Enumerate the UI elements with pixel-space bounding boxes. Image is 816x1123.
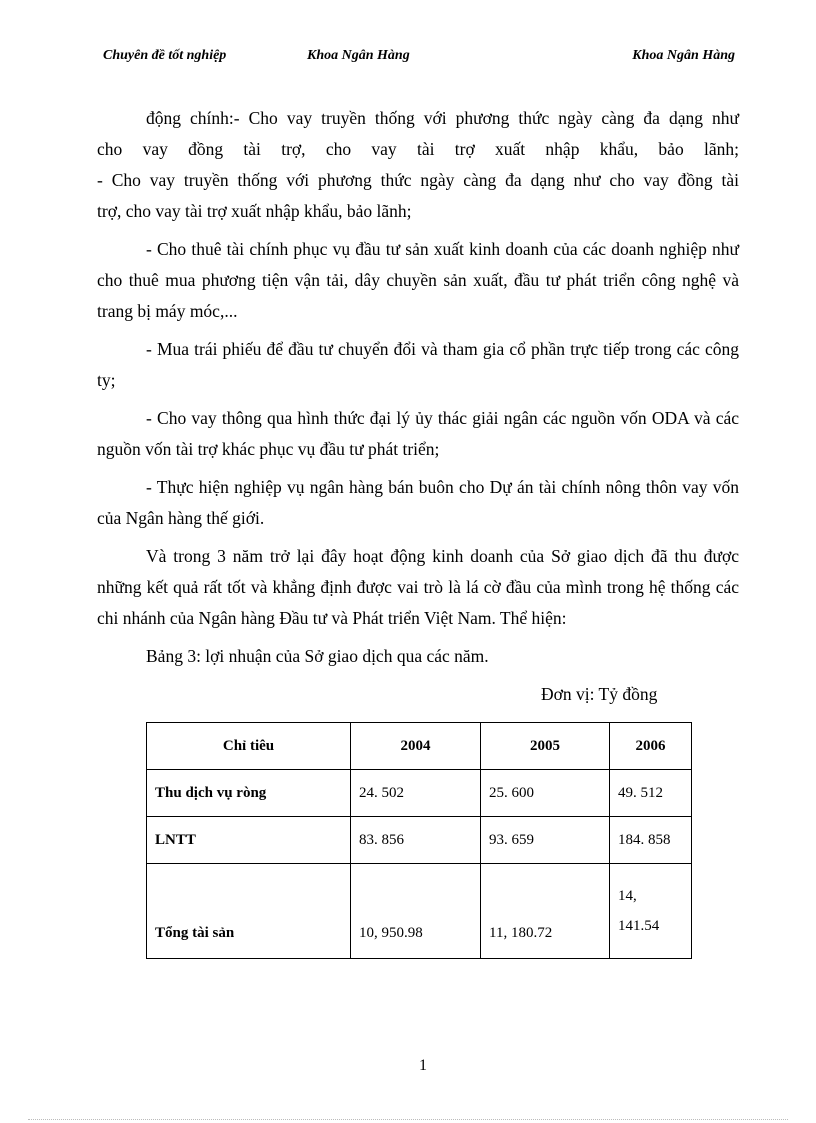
cell-2004: 10, 950.98 — [351, 864, 481, 959]
paragraph-5: - Thực hiện nghiệp vụ ngân hàng bán buôn cho Dự án tài chính nông thôn vay vốn của Ngân hàng thế giới. — [97, 477, 739, 528]
header-cell-2004: 2004 — [351, 723, 481, 770]
profit-table — [146, 722, 692, 959]
paragraph-4: - Cho vay thông qua hình thức đại lý ủy thác giải ngân các nguồn vốn ODA và các nguồn vốn tài trợ khác phục vụ đầu tư phát triển; — [97, 408, 739, 459]
row-label: LNTT — [147, 817, 351, 864]
row-label: Thu dịch vụ ròng — [147, 770, 351, 817]
paragraph-1-line-2: cho vay đồng tài trợ, cho vay tài trợ xuất nhập khẩu, bảo lãnh; — [97, 139, 739, 159]
paragraph-6: Và trong 3 năm trở lại đây hoạt động kinh doanh của Sở giao dịch đã thu được những kết quả rất tốt và khẳng định được vai trò là lá cờ đầu của mình trong hệ thống các chi nhánh của Ngân hàng Đầu tư và Phát triển Việt Nam. Thể hiện: — [97, 546, 739, 628]
cell-2005: 11, 180.72 — [481, 864, 610, 959]
header-title-left: Chuyên đề tốt nghiệp — [103, 48, 227, 63]
paragraph-2: - Cho thuê tài chính phục vụ đầu tư sản xuất kinh doanh của các doanh nghiệp như cho thuê mua phương tiện vận tải, dây chuyền sản xuất, đầu tư phát triển công nghệ và trang bị máy móc,... — [97, 239, 739, 321]
cell-2005: 25. 600 — [481, 770, 610, 817]
paragraph-3: - Mua trái phiếu để đầu tư chuyển đổi và tham gia cổ phần trực tiếp trong các công ty; — [97, 339, 739, 390]
header-cell-2006: 2006 — [610, 723, 692, 770]
cell-2004: 83. 856 — [351, 817, 481, 864]
cell-2006-part-1: 14, — [618, 888, 637, 904]
paragraph-1-line-3: - Cho vay truyền thống với phương thức ngày càng đa dạng như cho vay đồng tài — [97, 170, 739, 190]
table-row — [147, 770, 692, 817]
table-row — [147, 817, 692, 864]
header-cell-2005: 2005 — [481, 723, 610, 770]
cell-2006: 49. 512 — [610, 770, 692, 817]
header-cell-indicator: Chỉ tiêu — [147, 723, 351, 770]
page-number: 1 — [419, 1057, 427, 1074]
row-label: Tổng tài sản — [147, 864, 351, 959]
cell-2006: 184. 858 — [610, 817, 692, 864]
page-bottom-divider — [28, 1119, 788, 1120]
table-unit: Đơn vị: Tỷ đồng — [541, 684, 658, 704]
table-row — [147, 864, 692, 959]
paragraph-1-line-1: động chính:- Cho vay truyền thống với phương thức ngày càng đa dạng như — [146, 108, 739, 128]
page-header — [0, 48, 816, 72]
header-title-right: Khoa Ngân Hàng — [632, 48, 735, 63]
document-body — [97, 103, 739, 641]
cell-2006 — [610, 864, 692, 959]
cell-2005: 93. 659 — [481, 817, 610, 864]
paragraph-1-line-4: trợ, cho vay tài trợ xuất nhập khẩu, bảo lãnh; — [97, 201, 412, 221]
header-title-middle: Khoa Ngân Hàng — [307, 48, 410, 63]
cell-2006-part-2: 141.54 — [618, 918, 660, 934]
table-caption: Bảng 3: lợi nhuận của Sở giao dịch qua các năm. — [146, 646, 489, 666]
table-header-row — [147, 723, 692, 770]
cell-2004: 24. 502 — [351, 770, 481, 817]
paragraph-1 — [97, 103, 739, 227]
